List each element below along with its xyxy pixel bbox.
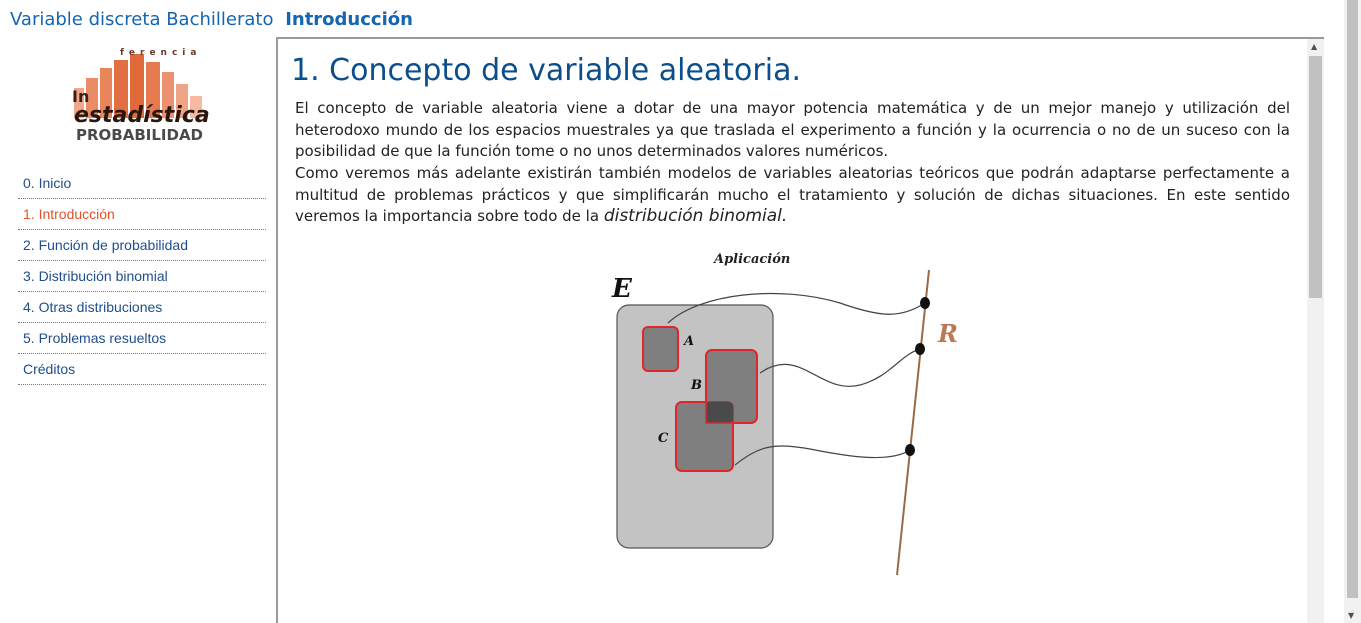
content-scrollbar-thumb[interactable]	[1309, 56, 1322, 298]
mapping-curve-b	[760, 349, 920, 386]
event-intersection	[706, 402, 733, 423]
event-label-c: C	[658, 431, 669, 446]
binomial-emphasis: distribución binomial.	[603, 206, 788, 226]
figure-caption: Aplicación	[714, 252, 791, 267]
content-frame	[276, 37, 1324, 623]
event-label-a: A	[684, 334, 695, 349]
scroll-up-arrow-icon[interactable]: ▲	[1311, 42, 1318, 51]
models-paragraph	[295, 163, 1290, 228]
nav-item-introduccion[interactable]: 1. Introducción	[18, 199, 266, 230]
sidebar	[0, 38, 276, 623]
sidebar-nav	[18, 168, 266, 385]
real-line-label: R	[938, 319, 958, 348]
nav-item-otras-distribuciones[interactable]: 4. Otras distribuciones	[18, 292, 266, 323]
window-scrollbar-thumb[interactable]	[1347, 0, 1358, 598]
nav-item-funcion-probabilidad[interactable]: 2. Función de probabilidad	[18, 230, 266, 261]
image-point-b	[915, 343, 925, 355]
nav-item-inicio[interactable]: 0. Inicio	[18, 168, 266, 199]
logo-in-word: In	[72, 87, 90, 106]
logo-subtitle: PROBABILIDAD	[76, 126, 204, 144]
image-point-a	[920, 297, 930, 309]
real-line	[897, 270, 929, 575]
scroll-down-arrow-icon[interactable]: ▼	[1348, 611, 1355, 620]
section-title: Introducción	[285, 9, 413, 30]
logo	[70, 46, 210, 146]
window-scrollbar[interactable]	[1344, 0, 1361, 623]
sample-space-label: E	[612, 274, 632, 304]
content-scrollbar[interactable]	[1307, 39, 1324, 623]
image-point-c	[905, 444, 915, 456]
course-title: Variable discreta Bachillerato	[10, 9, 274, 30]
logo-top-word: ferencia	[120, 48, 202, 58]
random-variable-diagram	[600, 245, 980, 580]
event-label-b: B	[691, 378, 702, 393]
intro-paragraph: El concepto de variable aleatoria viene a dotar de una mayor potencia matemática y de un mejor manejo y utilización del heterodoxo mundo de los espacios muestrales ya que traslada el experimento a función y la ocurrencia o no de un suceso con la posibilidad de que la función tome o no unos determinados valores numéricos.	[295, 99, 1290, 160]
nav-item-distribucion-binomial[interactable]: 3. Distribución binomial	[18, 261, 266, 292]
nav-item-creditos[interactable]: Créditos	[18, 354, 266, 385]
page-header	[10, 9, 413, 30]
models-paragraph-text: Como veremos más adelante existirán también modelos de variables aleatorias teóricos que podrán adaptarse perfectamente a multitud de problemas prácticos y que simplificarán mucho el tratamiento y solución de dichas situaciones. En este sentido veremos la importancia sobre todo de la	[295, 164, 1290, 225]
nav-item-problemas-resueltos[interactable]: 5. Problemas resueltos	[18, 323, 266, 354]
logo-main-word: estadística	[74, 103, 210, 128]
event-a	[643, 327, 678, 371]
page-title: 1. Concepto de variable aleatoria.	[291, 53, 801, 88]
